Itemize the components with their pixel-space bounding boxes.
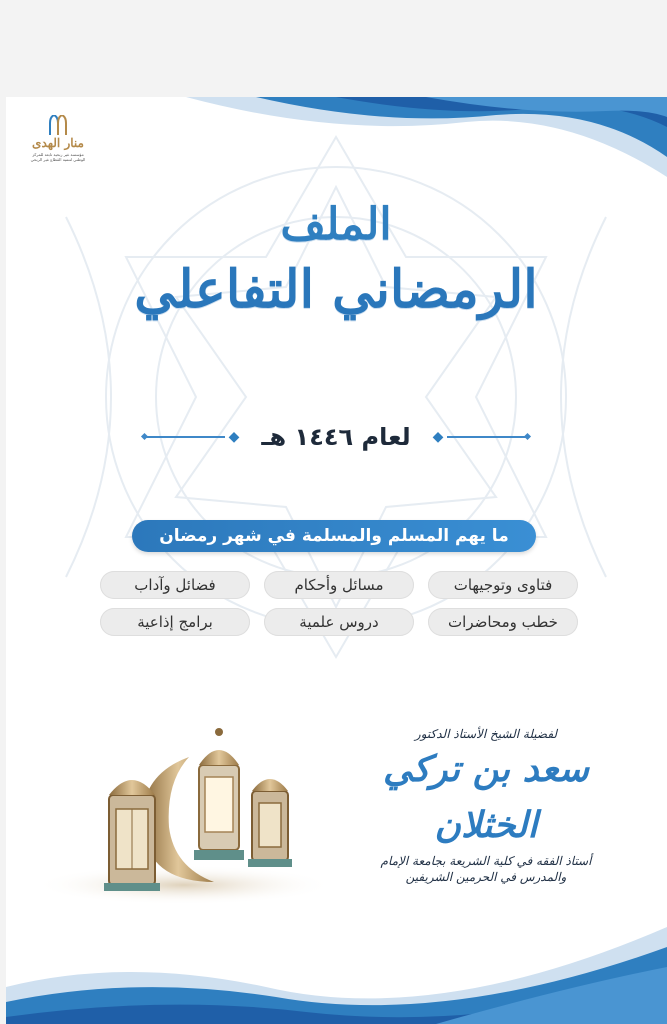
logo-emblem-icon	[46, 115, 70, 135]
ramadan-illustration	[24, 717, 344, 907]
title-line-1: الملف	[280, 199, 392, 250]
lantern-icon	[194, 728, 244, 860]
poster	[6, 97, 667, 1024]
sheikh-desc-2: والمدرس في الحرمين الشريفين	[405, 870, 567, 884]
divider-left	[145, 436, 225, 438]
sheikh-name: سعد بن تركي الخثلان	[383, 748, 589, 846]
sheikh-desc-1: أستاذ الفقه في كلية الشريعة بجامعة الإمام	[380, 854, 592, 868]
lantern-icon	[104, 780, 160, 891]
sheikh-block	[336, 727, 636, 885]
topic-khutab: خطب ومحاضرات	[428, 608, 578, 636]
subtitle-pill: ما يهم المسلم والمسلمة في شهر رمضان	[132, 520, 536, 552]
topic-baramij: برامج إذاعية	[100, 608, 250, 636]
year-row	[136, 417, 536, 457]
logo-name: منار الهدى	[32, 136, 84, 150]
topic-fadail: فضائل وآداب	[100, 571, 250, 599]
organization-logo	[28, 115, 88, 187]
logo-tagline: مؤسسة غير ربحية تابعة للمركز الوطني لتنمية القطاع غير الربحي	[30, 152, 86, 162]
topic-masail: مسائل وأحكام	[264, 571, 414, 599]
topic-durus: دروس علمية	[264, 608, 414, 636]
topics-grid	[92, 571, 578, 636]
lantern-icon	[248, 779, 292, 867]
diamond-icon: ◆	[228, 429, 240, 445]
sheikh-prefix: لفضيلة الشيخ الأستاذ الدكتور	[414, 727, 558, 741]
divider-right	[447, 436, 527, 438]
topic-fatawa: فتاوى وتوجيهات	[428, 571, 578, 599]
page-title	[86, 197, 586, 327]
title-line-2: الرمضاني التفاعلي	[134, 259, 538, 320]
year-label: لعام ١٤٤٦ هـ	[261, 423, 411, 451]
diamond-icon: ◆	[432, 429, 444, 445]
